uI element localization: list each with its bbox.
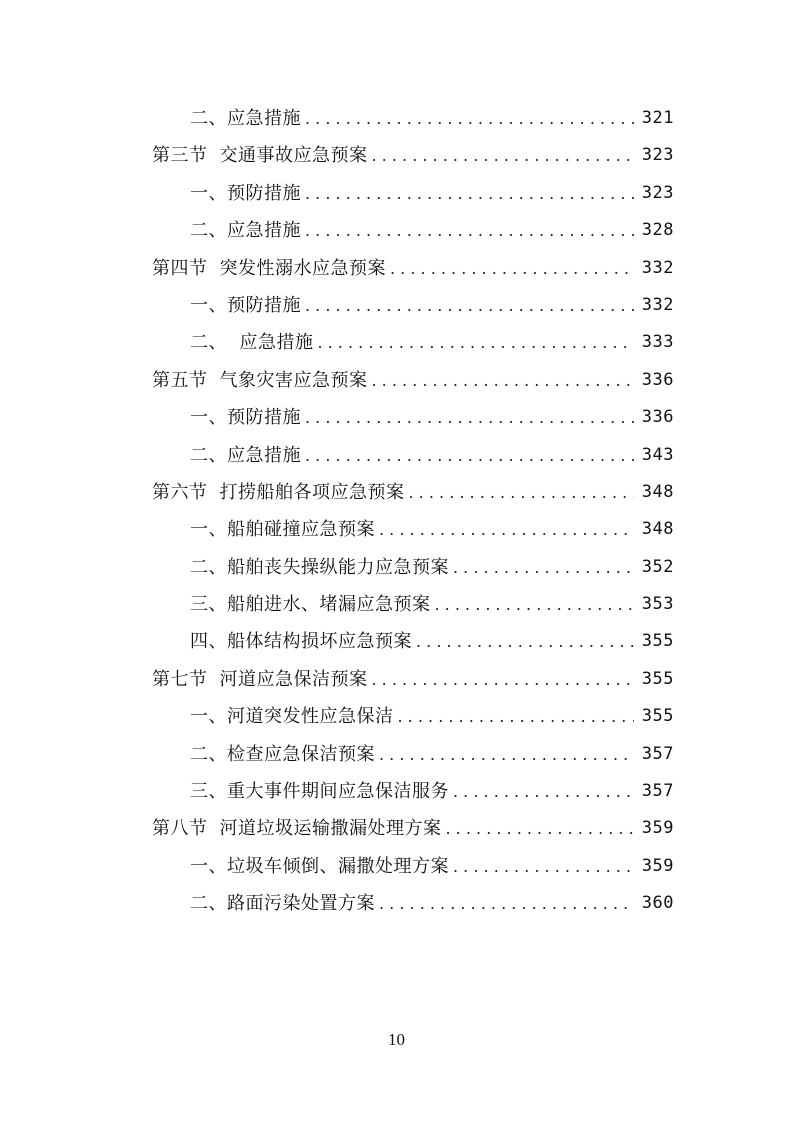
toc-entry-title [190,437,301,474]
toc-dot-leader [305,287,634,324]
toc-entry-label: 四、船体结构损坏应急预案 [190,631,412,653]
toc-entry-title [190,736,375,773]
toc-entry-label: 打捞船舶各项应急预案 [219,481,405,503]
toc-section-entry[interactable] [152,661,674,698]
toc-entry-title [190,848,449,885]
toc-dot-leader [305,100,634,137]
toc-entry-title [190,287,301,324]
toc-subsection-entry[interactable] [152,511,674,548]
toc-entry-label: 一、预防措施 [190,182,301,204]
toc-entry-title [190,698,394,735]
toc-page-number: 332 [641,257,674,278]
toc-entry-label: 气象灾害应急预案 [219,369,368,391]
toc-section-entry[interactable] [152,250,674,287]
toc-dot-leader [372,362,634,399]
toc-subsection-entry[interactable] [152,287,674,324]
toc-page-number: 359 [641,818,674,839]
toc-page-number: 355 [641,631,674,652]
toc-entry-label: 二、船舶丧失操纵能力应急预案 [190,556,449,578]
toc-section-number: 第五节 [152,369,208,391]
toc-page-number: 353 [641,594,674,615]
toc-subsection-entry[interactable] [152,623,674,660]
toc-section-number: 第三节 [152,145,208,167]
toc-page-number: 355 [641,668,674,689]
toc-section-entry[interactable] [152,362,674,399]
toc-page-number: 355 [641,706,674,727]
toc-entry-title [152,810,442,847]
toc-section-entry[interactable] [152,474,674,511]
toc-page-number: 321 [641,108,674,128]
toc-page-number: 333 [641,332,674,353]
toc-dot-leader [453,848,634,885]
page-number: 10 [388,1030,405,1049]
toc-entry-label: 一、船舶碰撞应急预案 [190,519,375,541]
toc-dot-leader [372,137,634,174]
toc-entry-label: 河道应急保洁预案 [219,668,368,690]
toc-subsection-entry[interactable] [152,773,674,810]
table-of-contents [152,100,674,923]
toc-dot-leader [305,399,634,436]
toc-page-number: 359 [641,855,674,876]
toc-subsection-entry[interactable] [152,848,674,885]
toc-dot-leader [305,437,634,474]
toc-subsection-entry[interactable] [152,324,674,361]
toc-subsection-entry[interactable] [152,212,674,249]
toc-dot-leader [446,810,634,847]
toc-dot-leader [305,212,634,249]
toc-subsection-entry[interactable] [152,175,674,212]
toc-entry-title [152,137,368,174]
toc-entry-title [190,549,449,586]
toc-entry-title [190,324,313,361]
toc-section-number: 第八节 [152,818,208,840]
toc-subsection-entry[interactable] [152,586,674,623]
toc-section-number: 第七节 [152,668,208,690]
toc-page-number: 336 [641,369,674,390]
toc-entry-label: 二、应急措施 [190,220,301,242]
toc-entry-label: 三、船舶进水、堵漏应急预案 [190,594,431,616]
toc-subsection-entry[interactable] [152,399,674,436]
toc-page-number: 332 [641,294,674,315]
toc-dot-leader [379,511,634,548]
toc-page-number: 343 [641,444,674,465]
toc-subsection-entry[interactable] [152,437,674,474]
toc-entry-label: 二、检查应急保洁预案 [190,743,375,765]
toc-entry-title [190,399,301,436]
toc-entry-title [190,623,412,660]
toc-entry-label: 交通事故应急预案 [219,145,368,167]
toc-section-entry[interactable] [152,137,674,174]
toc-entry-label: 二、应急措施 [190,444,301,466]
toc-entry-label: 河道垃圾运输撒漏处理方案 [219,818,442,840]
toc-entry-label: 二、 应急措施 [190,332,314,354]
toc-dot-leader [409,474,634,511]
toc-dot-leader [398,698,634,735]
toc-page-number: 357 [641,743,674,764]
toc-entry-label: 一、河道突发性应急保洁 [190,706,394,728]
toc-page-number: 336 [641,407,674,428]
toc-dot-leader [453,549,634,586]
toc-entry-label: 二、路面污染处置方案 [190,893,375,915]
toc-entry-title [190,175,301,212]
toc-dot-leader [416,623,634,660]
toc-section-number: 第六节 [152,481,208,503]
toc-page-number: 357 [641,781,674,802]
toc-entry-label: 突发性溺水应急预案 [219,257,386,279]
toc-entry-title [190,212,301,249]
toc-subsection-entry[interactable] [152,885,674,922]
toc-section-entry[interactable] [152,810,674,847]
toc-entry-title [190,511,375,548]
toc-page-number: 348 [641,481,674,502]
toc-entry-label: 三、重大事件期间应急保洁服务 [190,781,449,803]
toc-entry-title [152,661,368,698]
toc-entry-title [190,773,449,810]
toc-page-number: 348 [641,519,674,540]
toc-entry-title [190,586,431,623]
toc-entry-title [152,250,386,287]
toc-subsection-entry[interactable] [152,100,674,137]
toc-dot-leader [379,736,634,773]
toc-dot-leader [305,175,634,212]
toc-section-number: 第四节 [152,257,208,279]
toc-entry-title [190,885,375,922]
toc-subsection-entry[interactable] [152,549,674,586]
toc-entry-title [152,474,405,511]
toc-entry-label: 二、应急措施 [190,108,301,129]
toc-dot-leader [453,773,634,810]
toc-page-number: 323 [641,145,674,166]
toc-dot-leader [435,586,634,623]
toc-dot-leader [372,661,634,698]
toc-entry-title [190,100,301,137]
toc-subsection-entry[interactable] [152,736,674,773]
toc-dot-leader [379,885,634,922]
toc-page-number: 328 [641,220,674,241]
toc-entry-label: 一、预防措施 [190,407,301,429]
toc-dot-leader [317,324,633,361]
toc-subsection-entry[interactable] [152,698,674,735]
toc-page-number: 360 [641,893,674,914]
toc-entry-label: 一、垃圾车倾倒、漏撒处理方案 [190,855,449,877]
toc-dot-leader [390,250,634,287]
toc-entry-label: 一、预防措施 [190,294,301,316]
toc-page-number: 323 [641,182,674,203]
toc-entry-title [152,362,368,399]
toc-page-number: 352 [641,556,674,577]
